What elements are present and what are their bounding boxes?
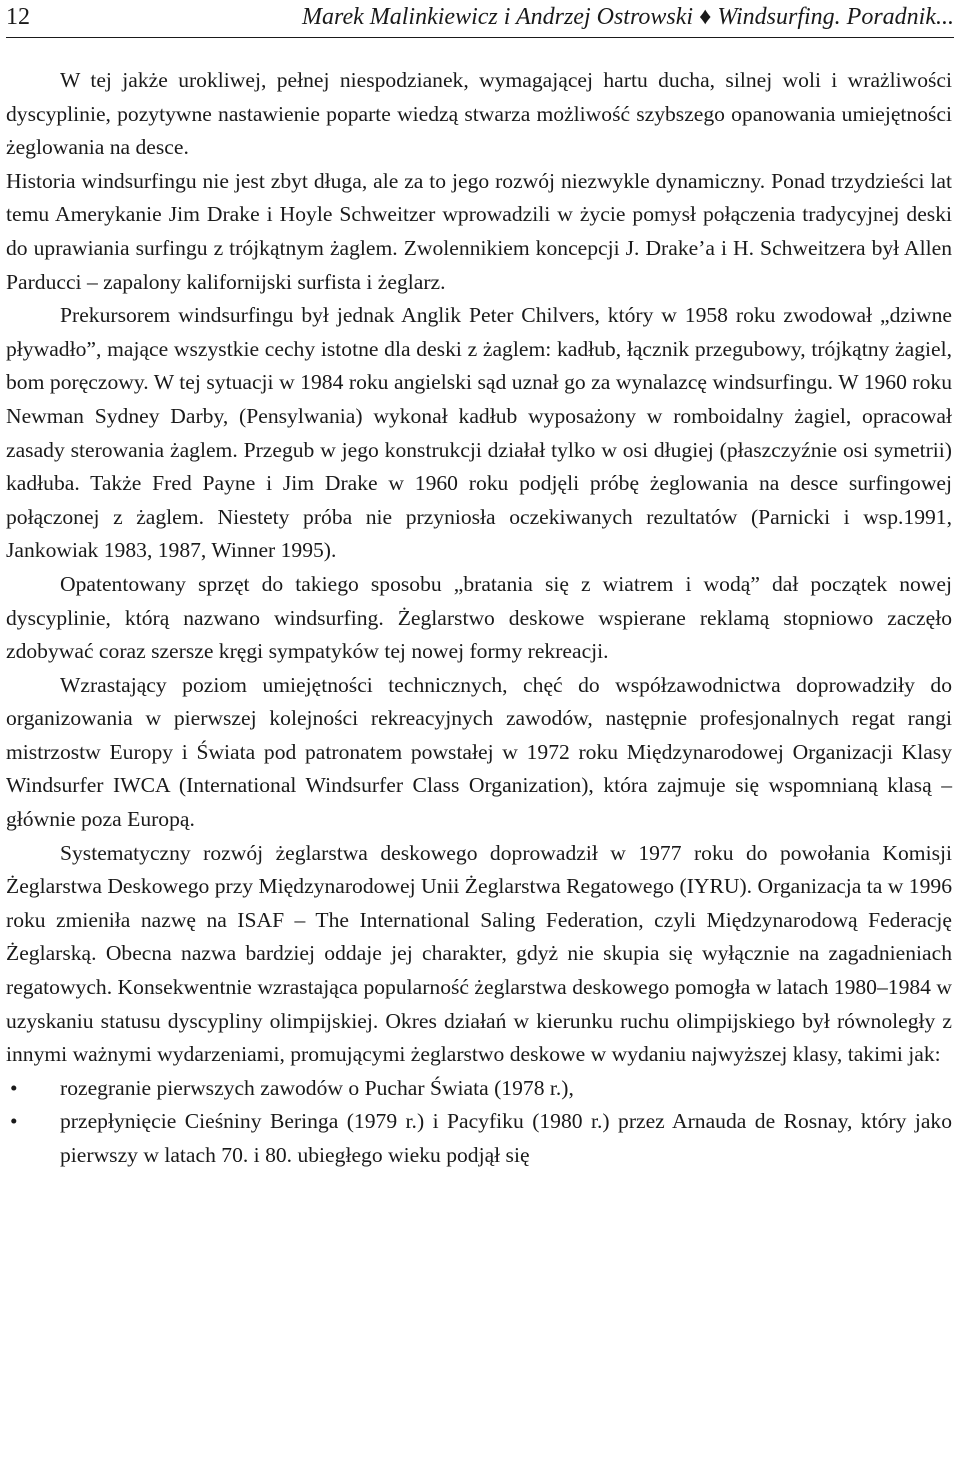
list-item bbox=[6, 1072, 952, 1106]
page-number: 12 bbox=[6, 4, 30, 30]
header-rule bbox=[6, 37, 954, 38]
paragraph-intro: W tej jakże urokliwej, pełnej niespodzianek, wymagającej hartu ducha, silnej woli i wrażliwości dyscyplinie, pozytywne nastawienie poparte wiedzą stwarza możliwość szybszego opanowania umiejętności żeglowania na desce. bbox=[6, 68, 952, 160]
bullet-icon: • bbox=[10, 1109, 18, 1134]
running-head: Marek Malinkiewicz i Andrzej Ostrowski ♦ Windsurfing. Poradnik... bbox=[302, 4, 954, 30]
bullet-icon: • bbox=[10, 1075, 18, 1100]
events-list bbox=[6, 1072, 952, 1173]
list-item-text: przepłynięcie Cieśniny Beringa (1979 r.) i Pacyfiku (1980 r.) przez Arnauda de Rosnay, który jako pierwszy w latach 70. i 80. ubiegłego wieku podjął się bbox=[60, 1109, 952, 1167]
page-header bbox=[6, 0, 954, 34]
paragraph-development: Systematyczny rozwój żeglarstwa deskowego doprowadził w 1977 roku do powołania Komisji Żeglarstwa Deskowego przy Międzynarodowej Unii Żeglarstwa Regatowego (IYRU). Organizacja ta w 1996 roku zmieniła nazwę na ISAF – The International Saling Federation, czyli Międzynarodową Federację Żeglarską. Obecna nazwa bardziej oddaje jej charakter, gdyż nie skupia się wyłącznie na zagadnieniach regatowych. Konsekwentnie wzrastająca popularność żeglarstwa deskowego pomogła w latach 1980–1984 w uzyskaniu statusu dyscypliny olimpijskiej. Okres działań w kierunku ruchu olimpijskiego był równoległy z innymi ważnymi wydarzeniami, promującymi żeglarstwo deskowe w wydaniu najwyższej klasy, takimi jak: bbox=[6, 840, 952, 1067]
list-item bbox=[6, 1105, 952, 1172]
paragraph-patent: Opatentowany sprzęt do takiego sposobu „bratania się z wiatrem i wodą” dał początek nowej dyscyplinie, którą nazwano windsurfing. Żeglarstwo deskowe wspierane reklamą stopniowo zaczęło zdobywać coraz szersze kręgi sympatyków tej nowej formy rekreacji. bbox=[6, 571, 952, 664]
paragraph-precursor: Prekursorem windsurfingu był jednak Anglik Peter Chilvers, który w 1958 roku zwodował „dziwne pływadło”, mające wszystkie cechy istotne dla deski z żaglem: kadłub, łącznik przegubowy, trójkątny żagiel, bom poręczowy. W tej sytuacji w 1984 roku angielski sąd uznał go za wynalazcę windsurfingu. W 1960 roku Newman Sydney Darby, (Pensylwania) wykonał kadłub wyposażony w romboidalny żagiel, opracował zasady sterowania żaglem. Przegub w jego konstrukcji działał tylko w osi długiej (płaszczyźnie osi symetrii) kadłuba. Także Fred Payne i Jim Drake w 1960 roku podjęli próbę żeglowania na desce surfingowej połączonej z żaglem. Niestety próba nie przyniosła oczekiwanych rezultatów (Parnicki i wsp.1991, Jankowiak 1983, 1987, Winner 1995). bbox=[6, 303, 952, 563]
list-item-text: rozegranie pierwszych zawodów o Puchar Świata (1978 r.), bbox=[60, 1075, 574, 1100]
body-text bbox=[6, 64, 952, 1173]
paragraph-history: Historia windsurfingu nie jest zbyt długa, ale za to jego rozwój niezwykle dynamiczny. Ponad trzydzieści lat temu Amerykanie Jim Drake i Hoyle Schweitzer wprowadzili w życie pomysł połączenia tradycyjnej deski do uprawiania surfingu z trójkątnym żaglem. Zwolennikiem koncepcji J. Drake’a i H. Schweitzera był Allen Parducci – zapalony kalifornijski surfista i żeglarz. bbox=[6, 168, 952, 294]
paragraph-competition: Wzrastający poziom umiejętności technicznych, chęć do współzawodnictwa doprowadziły do organizowania w pierwszej kolejności rekreacyjnych zawodów, następnie profesjonalnych regat rangi mistrzostw Europy i Świata pod patronatem powstałej w 1972 roku Międzynarodowej Organizacji Klasy Windsurfer IWCA (International Windsurfer Class Organization), która zajmuje się wspomnianą klasą – głównie poza Europą. bbox=[6, 672, 952, 832]
